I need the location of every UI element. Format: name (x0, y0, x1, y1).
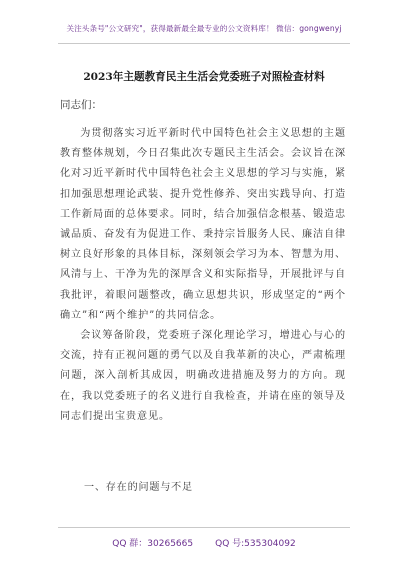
document-title: 2023年主题教育民主生活会党委班子对照检查材料 (83, 71, 325, 83)
header-promo-note: 关注头条号"公文研究"，获得最新最全最专业的公文资料库！ 微信：gongwenyj (66, 24, 342, 33)
footer (0, 536, 408, 549)
footer-divider (58, 527, 350, 528)
footer-qq-group: QQ 群：30265665 (112, 539, 194, 549)
footer-qq-number: QQ 号:535304092 (215, 539, 296, 549)
body-paragraph-1: 为贯彻落实习近平新时代中国特色社会主义思想的主题教育整体规划，今日召集此次专题民主生活会。会议旨在深化对习近平新时代中国特色社会主义思想的学习与实施，紧扣加强思想理论武装、提升党性修养、突出实践导向、打造工作新局面的总体要求。同时，结合加强信念根基、锻造忠诚品质、奋发有为促进工作、秉持宗旨服务人民、廉洁自律树立良好形象的具体目标，深刻领会学习为本、智慧为用、风清与上、干净为先的深厚含义和实际指导，开展批评与自我批评，着眼问题整改，确立思想共识，形成坚定的“两个确立”和“两个维护”的共同信念。 (60, 128, 346, 321)
header-divider (58, 43, 350, 44)
section-heading: 一、存在的问题与不足 (84, 482, 193, 493)
salutation: 同志们： (60, 99, 102, 111)
body-paragraph-2: 会议筹备阶段，党委班子深化理论学习，增进心与心的交流，持有正视问题的勇气以及自我革新的决心，严肃梳理问题，深入剖析其成因，明确改进措施及努力的方向。现在，我以党委班子的名义进行自我检查，并请在座的领导及同志们提出宝贵意见。 (60, 330, 346, 422)
